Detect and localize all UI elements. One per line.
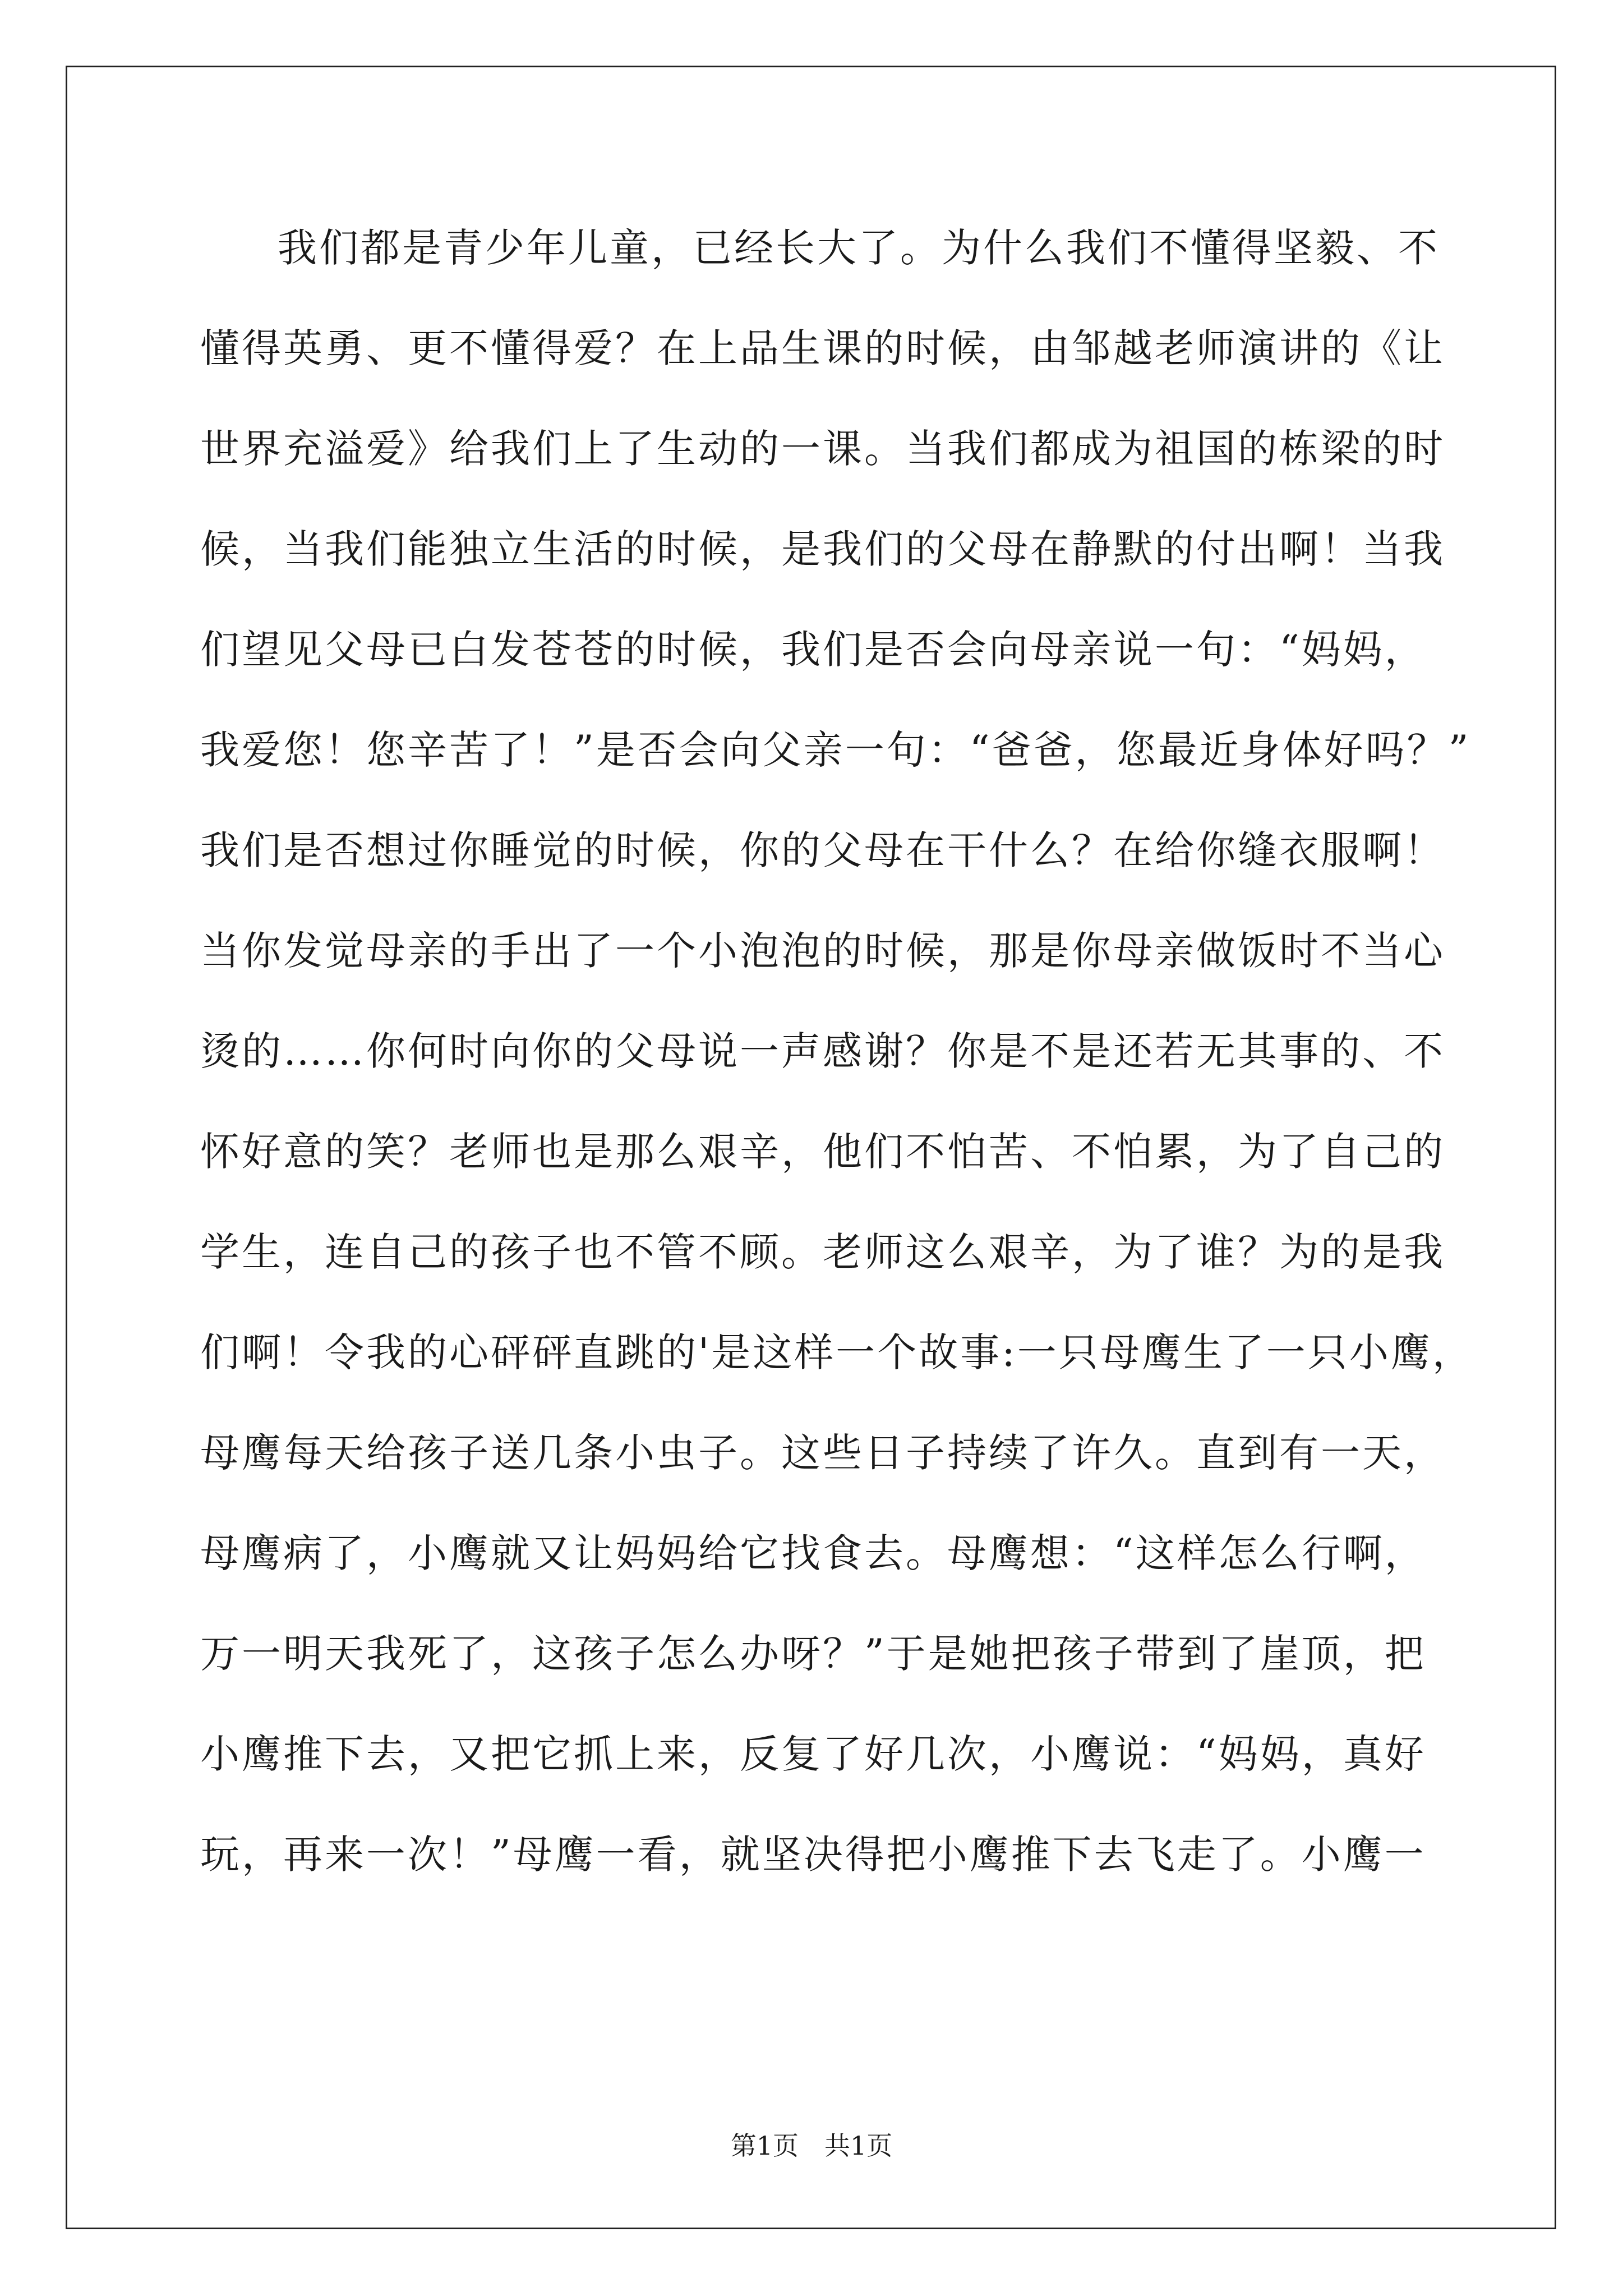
text-line: 学生，连自己的孩子也不管不顾。老师这么艰辛，为了谁？为的是我 [200,1229,1445,1275]
text-line: 我们都是青少年儿童，已经长大了。为什么我们不懂得坚毅、不 [278,225,1440,271]
text-line: 世界充溢爱》给我们上了生动的一课。当我们都成为祖国的栋梁的时 [200,426,1445,472]
text-line: 们啊！令我的心砰砰直跳的'是这样一个故事:一只母鹰生了一只小鹰， [200,1329,1474,1375]
text-line: 母鹰每天给孩子送几条小虫子。这些日子持续了许久。直到有一天， [200,1430,1445,1476]
text-line: 母鹰病了，小鹰就又让妈妈给它找食去。母鹰想：“这样怎么行啊， [200,1530,1426,1576]
text-line: 懂得英勇、更不懂得爱？在上品生课的时候，由邹越老师演讲的《让 [200,325,1445,371]
text-line: 烫的……你何时向你的父母说一声感谢？你是不是还若无其事的、不 [200,1028,1445,1074]
text-line: 玩，再来一次！”母鹰一看，就坚决得把小鹰推下去飞走了。小鹰一 [200,1832,1426,1878]
text-line: 们望见父母已白发苍苍的时候，我们是否会向母亲说一句：“妈妈， [200,627,1426,673]
document-body [200,214,1474,1921]
page-footer: 第1页 共1页 [730,2131,893,2161]
text-line: 我爱您！您辛苦了！”是否会向父亲一句：“爸爸，您最近身体好吗？” [200,727,1471,773]
text-line: 当你发觉母亲的手出了一个小泡泡的时候，那是你母亲做饭时不当心 [200,928,1445,974]
text-line: 怀好意的笑？老师也是那么艰辛，他们不怕苦、不怕累，为了自己的 [200,1129,1445,1175]
text-line: 我们是否想过你睡觉的时候，你的父母在干什么？在给你缝衣服啊！ [200,827,1445,873]
text-line: 万一明天我死了，这孩子怎么办呀？”于是她把孩子带到了崖顶，把 [200,1631,1426,1677]
text-line: 小鹰推下去，又把它抓上来，反复了好几次，小鹰说：“妈妈，真好 [200,1731,1426,1777]
text-line: 候，当我们能独立生活的时候，是我们的父母在静默的付出啊！当我 [200,526,1445,572]
